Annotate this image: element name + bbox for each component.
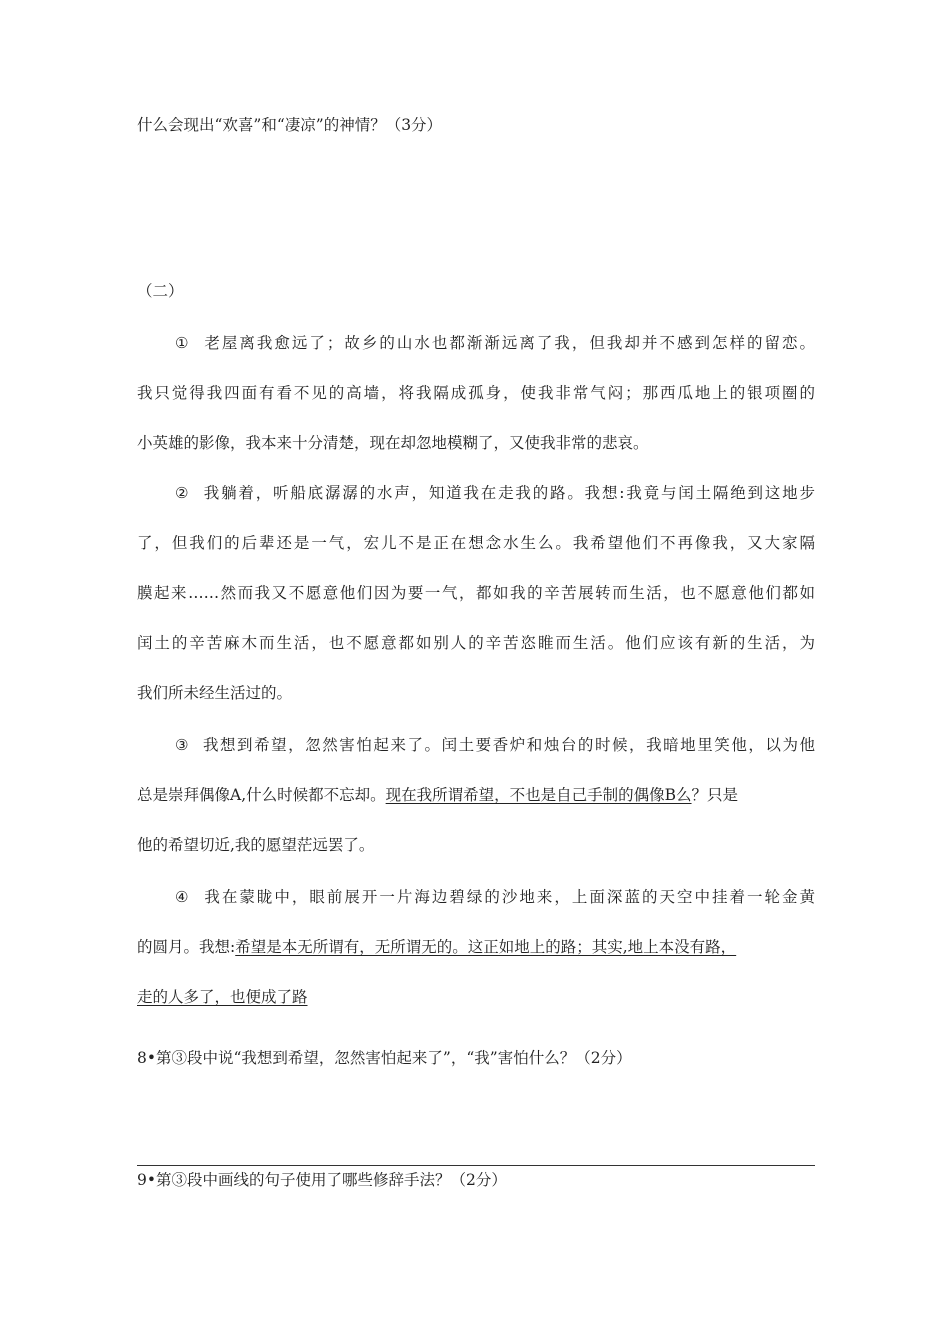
paragraph-2-line: 了，但我们的后辈还是一气，宏儿不是正在想念水生么。我希望他们不再像我，又大家隔 bbox=[137, 534, 815, 552]
paragraph-2-line: 我们所未经生活过的。 bbox=[137, 684, 293, 702]
paragraph-4-line: ④ 我在蒙眬中，眼前展开一片海边碧绿的沙地来，上面深蓝的天空中挂着一轮金黄 bbox=[175, 888, 815, 906]
paragraph-number: ③ bbox=[175, 736, 190, 754]
underlined-sentence: 走的人多了，也便成了路 bbox=[137, 988, 308, 1006]
paragraph-1-line: ① 老屋离我愈远了；故乡的山水也都渐渐远离了我，但我却并不感到怎样的留恋。 bbox=[175, 334, 815, 352]
paragraph-3-line: ③ 我想到希望，忽然害怕起来了。闰土要香炉和烛台的时候，我暗地里笑他，以为他 bbox=[175, 736, 815, 754]
paragraph-4-line: 的圆月。我想:希望是本无所谓有，无所谓无的。这正如地上的路；其实,地上本没有路， bbox=[137, 938, 737, 956]
paragraph-1-line: 小英雄的影像，我本来十分清楚，现在却忽地模糊了，又使我非常的悲哀。 bbox=[137, 434, 649, 452]
question-7-continuation: 什么会现出“欢喜”和“凄凉”的神情？（3分） bbox=[137, 116, 443, 134]
answer-line bbox=[137, 1165, 815, 1166]
paragraph-3-line: 他的希望切近,我的愿望茫远罢了。 bbox=[137, 836, 375, 854]
paragraph-2 bbox=[137, 481, 815, 731]
question-8: 8•第③段中说“我想到希望，忽然害怕起来了”，“我”害怕什么？（2分） bbox=[137, 1049, 632, 1067]
paragraph-2-line: 膜起来……然而我又不愿意他们因为要一气，都如我的辛苦展转而生活，也不愿意他们都如 bbox=[137, 584, 815, 602]
paragraph-3 bbox=[137, 733, 815, 883]
paragraph-3-line: 总是崇拜偶像A,什么时候都不忘却。现在我所谓希望，不也是自己手制的偶像B么？只是 bbox=[137, 786, 739, 804]
paragraph-4 bbox=[137, 885, 815, 1035]
paragraph-2-line: 闰土的辛苦麻木而生活，也不愿意都如别人的辛苦恣睢而生活。他们应该有新的生活，为 bbox=[137, 634, 815, 652]
paragraph-2-line: ② 我躺着，听船底潺潺的水声，知道我在走我的路。我想:我竟与闰土隔绝到这地步 bbox=[175, 484, 815, 502]
underlined-sentence: 希望是本无所谓有，无所谓无的。这正如地上的路；其实,地上本没有路， bbox=[235, 938, 737, 956]
question-9: 9•第③段中画线的句子使用了哪些修辞手法？（2分） bbox=[137, 1171, 507, 1189]
paragraph-number: ① bbox=[175, 334, 191, 352]
section-title: （二） bbox=[137, 282, 184, 300]
paragraph-number: ② bbox=[175, 484, 191, 502]
paragraph-4-line bbox=[137, 985, 815, 1035]
paragraph-number: ④ bbox=[175, 888, 191, 906]
paragraph-1 bbox=[137, 331, 815, 481]
paragraph-1-line: 我只觉得我四面有看不见的高墙，将我隔成孤身，使我非常气闷；那西瓜地上的银项圈的 bbox=[137, 384, 815, 402]
underlined-sentence: 现在我所谓希望，不也是自己手制的偶像B么 bbox=[385, 786, 692, 804]
